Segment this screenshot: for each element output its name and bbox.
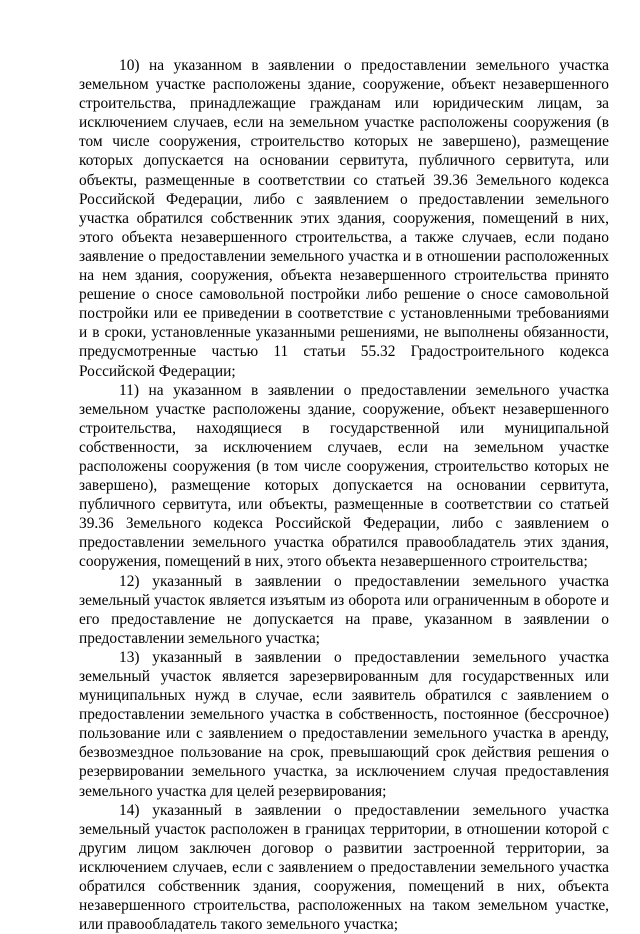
paragraph-item-12: 12) указанный в заявлении о предоставлении земельного участка земельный участок является изъятым из оборота или ограниченным в обороте и его предоставление не допускается на праве, указанном в заявлении о предоставлении земельного участка; — [79, 572, 609, 647]
paragraph-item-11: 11) на указанном в заявлении о предоставлении земельного участка земельном участке расположены здание, сооружение, объект незавершенного строительства, находящиеся в государственной или муниципальной собственности, за исключением случаев, если на земельном участке расположены сооружения (в том числе сооружения, строительство которых не завершено), размещение которых допускается на основании сервитута, публичного сервитута, или объекты, размещенные в соответствии со статьей 39.36 Земельного кодекса Российской Федерации, либо с заявлением о предоставлении земельного участка обратился правообладатель этих здания, сооружения, помещений в них, этого объекта незавершенного строительства; — [79, 381, 609, 571]
paragraph-item-10: 10) на указанном в заявлении о предоставлении земельного участка земельном участке расположены здание, сооружение, объект незавершенного строительства, принадлежащие гражданам или юридическим лицам, за исключением случаев, если на земельном участке расположены сооружения (в том числе сооружения, строительство которых не завершено), размещение которых допускается на основании сервитута, публичного сервитута, или объекты, размещенные в соответствии со статьей 39.36 Земельного кодекса Российской Федерации, либо с заявлением о предоставлении земельного участка обратился собственник этих здания, сооружения, помещений в них, этого объекта незавершенного строительства, а также случаев, если подано заявление о предоставлении земельного участка и в отношении расположенных на нем здания, сооружения, объекта незавершенного строительства принято решение о сносе самовольной постройки либо решение о сносе самовольной постройки или ее приведении в соответствие с установленными требованиями и в сроки, установленные указанными решениями, не выполнены обязанности, предусмотренные частью 11 статьи 55.32 Градостроительного кодекса Российской Федерации; — [79, 57, 609, 380]
paragraph-item-14: 14) указанный в заявлении о предоставлении земельного участка земельный участок расположен в границах территории, в отношении которой с другим лицом заключен договор о развитии застроенной территории, за исключением случаев, если с заявлением о предоставлении земельного участка обратился собственник здания, сооружения, помещений в них, объекта незавершенного строительства, расположенных на таком земельном участке, или правообладатель такого земельного участка; — [79, 801, 609, 934]
paragraph-item-13: 13) указанный в заявлении о предоставлении земельного участка земельный участок является зарезервированным для государственных или муниципальных нужд в случае, если заявитель обратился с заявлением о предоставлении земельного участка в собственность, постоянное (бессрочное) пользование или с заявлением о предоставлении земельного участка в аренду, безвозмездное пользование на срок, превышающий срок действия решения о резервировании земельного участка, за исключением случая предоставления земельного участка для целей резервирования; — [79, 648, 609, 800]
